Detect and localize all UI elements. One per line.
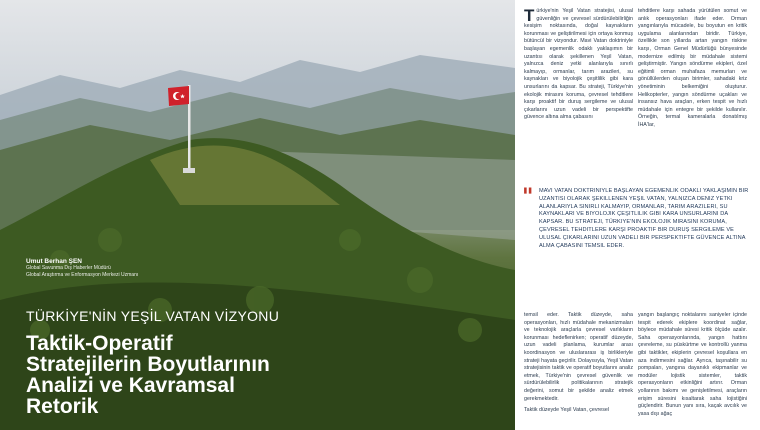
author-credit — [26, 258, 138, 278]
title-line: Analizi ve Kavramsal — [26, 374, 235, 397]
article-column-3 — [524, 312, 633, 430]
author-role-2: Global Araştırma ve Enformasyon Merkezi Uzmanı — [26, 271, 139, 278]
column-4-text: yangın başlangıç noktalarını saniyeler içinde tespit ederek ekiplere koordinat sağlar, böylece müdahale süresi kritik ölçüde azalır. Saha operasyonlarında, yangın hattını çevreleme, su püskürtme ve kontrollü yanma gibi taktikler, ekiplerin çevresel koşullara en aza indirmesini sağlar. Ayrıca, taşınabilir su pompaları, yangına dayanıklı ekipmanlar ve modüler lojistik sistemler, taktik operasyonların etkinliğini artırır. Orman yollarının bakımı ve genişletilmesi, araçların erişim süresini kısaltarak saha lojistiğini güçlendirir. Bunun yanı sıra, kaçak avcılık ve yasa dışı ağaç — [638, 312, 747, 417]
article-kicker: TÜRKİYE'NİN YEŞİL VATAN VİZYONU — [26, 308, 280, 324]
article-column-2 — [638, 8, 747, 148]
title-line: Stratejilerin Boyutlarının — [26, 353, 270, 376]
column-2-text: tehditlere karşı sahada yürütülen somut ve anlık operasyonları ifade eder. Orman yangınlarıyla mücadele, bu boyutun en kritik uygulama alanlarından biridir. Türkiye, özellikle son yıllarda artan yangın riskine karşı, Orman Genel Müdürlüğü bünyesinde modernize edilmiş bir müdahale sistemi geliştirmiştir. Yangın söndürme ekipleri, özel eğitimli orman muhafaza memurları ve gönüllülerden oluşan birimler, sahadaki kriz yönetiminin belkemiğini oluşturur. Helikopterler, yangın söndürme uçakları ve insansız hava araçları, erken tespit ve hızlı müdahale için entegre bir şekilde kullanılır. Örneğin, termal kameralarla donatılmış İHA'lar, — [638, 8, 747, 128]
drop-cap: T — [524, 8, 535, 25]
article-column-1 — [524, 8, 633, 148]
article-title — [26, 333, 356, 417]
author-name: Umut Berhan ŞEN — [26, 258, 82, 265]
column-3-paragraph: Taktik düzeyde Yeşil Vatan, çevresel — [524, 407, 609, 414]
title-line: Taktik-Operatif — [26, 332, 173, 355]
quote-icon: " — [522, 184, 534, 210]
column-1-text: ürkiye'nin Yeşil Vatan stratejisi, ulusal güvenliğin ve çevresel sürdürülebilirliğin kesişim noktasında, doğal kaynakların korunması ve geliştirilmesi için ortaya konmuş bütüncül bir vizyondur. Mavi Vatan doktriniyle başlayan egemenlik odaklı yaklaşımın bir uzantısı olarak şekillenen Yeşil Vatan, yalnızca deniz yetki alanlarıyla sınırlı kalmayıp, ormanlar, tarım arazileri, su kaynakları ve biyolojik çeşitlilik gibi kara unsurlarını da kapsar. Bu strateji, Türkiye'nin ekolojik mirasını koruma, çevresel tehditlere karşı proaktif bir duruş sergileme ve ulusal çıkarlarını uzun vadeli bir perspektifte güvence altına alma çabasını — [524, 8, 633, 121]
column-3-paragraph: temsil eder. Taktik düzeyde, saha operasyonları, hızlı müdahale mekanizmaları ve teknolojik araçlarla çevresel varlıkların korunması hedeflenirken; operatif düzeyde, uzun vadeli planlama, kurumlar arası koordinasyon ve uluslararası iş birlikleriyle strateji hayata geçirilir. Dolayısıyla, Yeşil Vatan stratejisinin taktik ve operatif boyutlarını analiz etmek, Türkiye'nin çevresel güvenlik ve sürdürülebilirlik politikalarının stratejik değerini, somut bir şekilde analiz etmek gerekmektedir. — [524, 312, 633, 402]
author-role-1: Global Savunma Dış Haberler Müdürü — [26, 265, 111, 271]
text-page — [515, 0, 760, 430]
pull-quote: MAVI VATAN DOKTRINIYLE BAŞLAYAN EGEMENLIK ODAKLI YAKLAŞIMIN BIR UZANTISI OLARAK ŞEKILLENEN YEŞIL VATAN, YALNIZCA DENIZ YETKI ALANLARIYLA SINIRLI KALMAYIP, ORMANLAR, TARIM ARAZILERI, SU KAYNAKLARI VE BIYOLOJIK ÇEŞITLILIK GIBI KARA UNSURLARINI DA KAPSAR. BU STRATEJI, TÜRKIYE'NIN EKOLOJIK MIRASINI KORUMA, ÇEVRESEL TEHDITLERE KARŞI PROAKTIF BIR DURUŞ SERGILEME VE ULUSAL ÇIKARLARINI UZUN VADELI BIR PERSPEKTIFTE GÜVENCE ALTINA ALMA ÇABASINI TEMSIL EDER. — [539, 188, 749, 249]
title-line: Retorik — [26, 395, 99, 418]
article-column-4 — [638, 312, 747, 430]
